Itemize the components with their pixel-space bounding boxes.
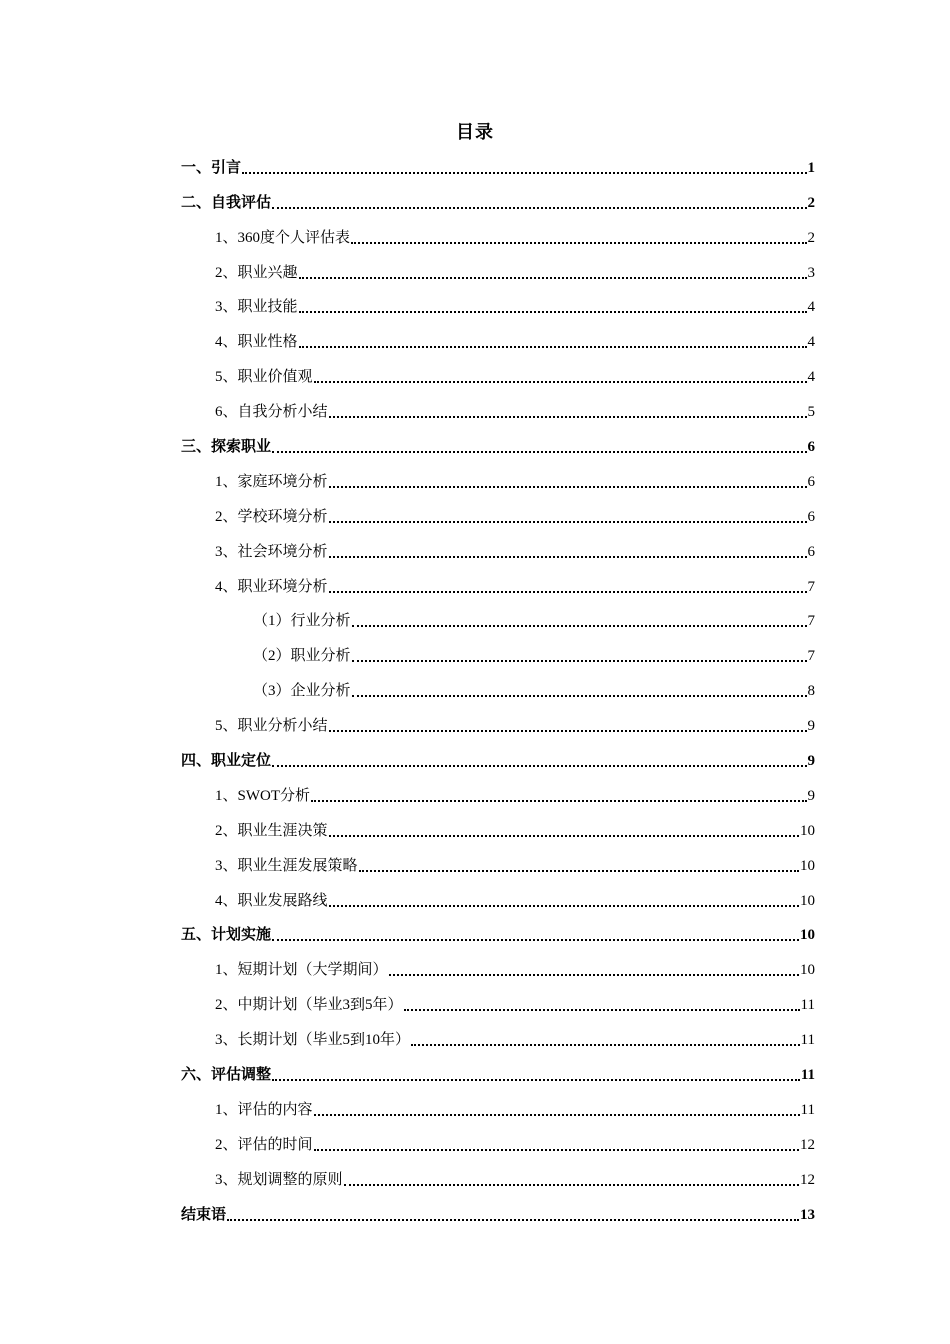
dot-leader <box>351 242 806 244</box>
dot-leader <box>242 172 806 174</box>
toc-entry[interactable] <box>181 357 815 392</box>
toc-entry-page-number: 13 <box>800 1206 815 1223</box>
toc-entry[interactable] <box>181 985 815 1020</box>
toc-entry-page-number: 10 <box>800 962 815 979</box>
toc-entry-page-number: 10 <box>800 927 815 944</box>
toc-entry-page-number: 8 <box>807 683 815 700</box>
toc-entry[interactable] <box>181 532 815 567</box>
toc-entry-label: （2）职业分析 <box>253 648 351 665</box>
toc-entry[interactable] <box>181 950 815 985</box>
toc-entry[interactable] <box>181 1090 815 1125</box>
toc-entry-page-number: 10 <box>800 857 815 874</box>
toc-entry[interactable] <box>181 1055 815 1090</box>
toc-entry-page-number: 1 <box>807 159 815 176</box>
dot-leader <box>329 486 807 488</box>
toc-entry[interactable] <box>181 1160 815 1195</box>
toc-entry-label: 4、职业性格 <box>215 334 298 351</box>
dot-leader <box>311 800 807 802</box>
dot-leader <box>299 311 807 313</box>
dot-leader <box>272 765 806 767</box>
dot-leader <box>329 835 799 837</box>
toc-entry-page-number: 11 <box>800 997 815 1014</box>
toc-entry-label: 一、引言 <box>181 159 242 176</box>
dot-leader <box>329 416 807 418</box>
toc-entry-page-number: 7 <box>807 578 815 595</box>
toc-entry[interactable] <box>181 776 815 811</box>
toc-entry-page-number: 6 <box>807 473 815 490</box>
toc-entry-page-number: 3 <box>807 264 815 281</box>
toc-entry-page-number: 4 <box>807 369 815 386</box>
toc-entry-label: 2、评估的时间 <box>215 1136 313 1153</box>
toc-entry-label: 1、评估的内容 <box>215 1101 313 1118</box>
toc-entry[interactable] <box>181 1125 815 1160</box>
dot-leader <box>272 451 806 453</box>
toc-entry-label: 5、职业价值观 <box>215 369 313 386</box>
toc-entry-page-number: 6 <box>807 508 815 525</box>
toc-entry[interactable] <box>181 253 815 288</box>
toc-entry-page-number: 7 <box>807 648 815 665</box>
toc-entry-label: 1、家庭环境分析 <box>215 473 328 490</box>
toc-entry-page-number: 6 <box>807 439 815 456</box>
toc-entry-page-number: 2 <box>807 229 815 246</box>
toc-entry-page-number: 10 <box>800 892 815 909</box>
dot-leader <box>411 1044 800 1046</box>
toc-entry-page-number: 9 <box>807 787 815 804</box>
toc-entry[interactable] <box>181 811 815 846</box>
dot-leader <box>359 870 799 872</box>
toc-entry-label: 1、SWOT分析 <box>215 787 310 804</box>
toc-entry-label: 4、职业环境分析 <box>215 578 328 595</box>
dot-leader <box>329 556 807 558</box>
toc-entry-label: （1）行业分析 <box>253 613 351 630</box>
toc-entry[interactable] <box>181 567 815 602</box>
toc-entry-page-number: 4 <box>807 334 815 351</box>
toc-entry-label: 4、职业发展路线 <box>215 892 328 909</box>
toc-entry[interactable] <box>181 392 815 427</box>
toc-entry-label: 6、自我分析小结 <box>215 404 328 421</box>
toc-entry-label: 1、短期计划（大学期间） <box>215 962 388 979</box>
toc-entry-page-number: 9 <box>807 753 815 770</box>
toc-entry-label: 3、长期计划（毕业5到10年） <box>215 1032 411 1049</box>
toc-entry[interactable] <box>181 183 815 218</box>
toc-entry-page-number: 7 <box>807 613 815 630</box>
toc-entry[interactable] <box>181 288 815 323</box>
dot-leader <box>352 695 807 697</box>
toc-entry-page-number: 11 <box>800 1101 815 1118</box>
toc-entry-page-number: 2 <box>807 194 815 211</box>
toc-entry[interactable] <box>181 881 815 916</box>
dot-leader <box>272 939 799 941</box>
toc-entry[interactable] <box>181 602 815 637</box>
toc-entry[interactable] <box>181 427 815 462</box>
toc-entry[interactable] <box>181 636 815 671</box>
toc-entry-label: 3、社会环境分析 <box>215 543 328 560</box>
toc-entry-label: 2、学校环境分析 <box>215 508 328 525</box>
toc-entry[interactable] <box>181 916 815 951</box>
toc-entry-label: 3、规划调整的原则 <box>215 1171 343 1188</box>
dot-leader <box>314 1114 800 1116</box>
dot-leader <box>329 521 807 523</box>
toc-entry-page-number: 9 <box>807 718 815 735</box>
toc-entry-label: 5、职业分析小结 <box>215 718 328 735</box>
toc-entry-page-number: 6 <box>807 543 815 560</box>
toc-entry-page-number: 12 <box>800 1136 815 1153</box>
dot-leader <box>272 1079 800 1081</box>
toc-entry-label: 1、360度个人评估表 <box>215 229 351 246</box>
toc-entry-page-number: 5 <box>807 404 815 421</box>
dot-leader <box>272 207 806 209</box>
toc-entry-page-number: 11 <box>800 1067 815 1084</box>
toc-entry[interactable] <box>181 1020 815 1055</box>
toc-entry-page-number: 11 <box>800 1032 815 1049</box>
toc-entry[interactable] <box>181 462 815 497</box>
toc-entry-label: 六、评估调整 <box>181 1067 272 1084</box>
toc-entry-label: 3、职业生涯发展策略 <box>215 857 358 874</box>
toc-entry-label: 二、自我评估 <box>181 194 272 211</box>
toc-entry-page-number: 12 <box>800 1171 815 1188</box>
dot-leader <box>314 1149 799 1151</box>
dot-leader <box>389 974 799 976</box>
toc-entry-label: 四、职业定位 <box>181 753 272 770</box>
toc-title: 目录 <box>456 122 494 142</box>
dot-leader <box>329 730 807 732</box>
dot-leader <box>299 277 807 279</box>
toc-entry[interactable] <box>181 497 815 532</box>
toc-entry[interactable] <box>181 671 815 706</box>
toc-entry-page-number: 10 <box>800 822 815 839</box>
dot-leader <box>344 1184 799 1186</box>
toc-entry-label: 2、中期计划（毕业3到5年） <box>215 997 403 1014</box>
toc-entry-label: （3）企业分析 <box>253 683 351 700</box>
toc-entry[interactable] <box>181 218 815 253</box>
toc-entry-label: 结束语 <box>181 1206 227 1223</box>
toc-entry-label: 2、职业生涯决策 <box>215 822 328 839</box>
toc-entry[interactable] <box>181 148 815 183</box>
toc-entry[interactable] <box>181 846 815 881</box>
dot-leader <box>314 381 807 383</box>
dot-leader <box>329 905 799 907</box>
dot-leader <box>227 1219 799 1221</box>
toc-entry-label: 2、职业兴趣 <box>215 264 298 281</box>
toc-entry-label: 三、探索职业 <box>181 439 272 456</box>
dot-leader <box>404 1009 800 1011</box>
table-of-contents <box>181 148 815 1230</box>
toc-entry[interactable] <box>181 1195 815 1230</box>
toc-entry[interactable] <box>181 322 815 357</box>
toc-entry-label: 五、计划实施 <box>181 927 272 944</box>
dot-leader <box>299 346 807 348</box>
toc-entry-label: 3、职业技能 <box>215 299 298 316</box>
dot-leader <box>352 625 807 627</box>
toc-entry-page-number: 4 <box>807 299 815 316</box>
toc-entry[interactable] <box>181 741 815 776</box>
dot-leader <box>352 660 807 662</box>
toc-entry[interactable] <box>181 706 815 741</box>
dot-leader <box>329 591 807 593</box>
